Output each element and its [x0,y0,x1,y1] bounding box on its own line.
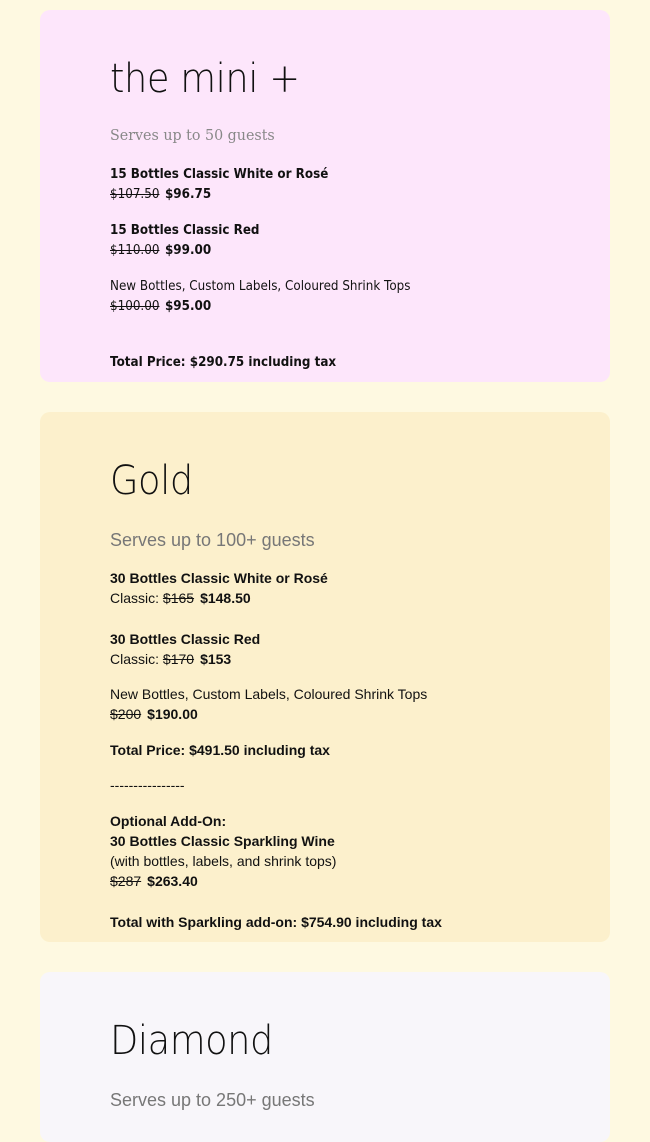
package-title: Gold [110,458,193,504]
item-pricing [110,241,260,261]
package-title: Diamond [110,1018,273,1064]
item-name: 30 Bottles Classic Red [110,631,261,647]
new-price: $190.00 [147,706,198,722]
item-pricing [110,588,328,608]
package-item [110,221,260,261]
item-pricing [110,185,328,205]
price-prefix: Classic: [110,590,160,606]
old-price: $170 [162,651,195,667]
item-name: New Bottles, Custom Labels, Coloured Shrink Tops [110,686,428,702]
price-prefix: Classic: [110,651,160,667]
package-card-gold [40,412,610,942]
serves-guests: Serves up to 250+ guests [110,1090,315,1110]
item-name: 15 Bottles Classic White or Rosé [110,167,329,182]
item-name: 30 Bottles Classic White or Rosé [110,570,328,586]
package-item [110,277,410,317]
package-item [110,568,328,608]
old-price: $107.50 [110,187,160,202]
package-title: the mini + [110,56,300,102]
addon-block [110,811,336,891]
item-pricing [110,704,427,724]
old-price: $165 [162,590,195,606]
new-price: $263.40 [147,873,198,889]
package-card-diamond [40,972,610,1142]
old-price: $100.00 [110,299,160,314]
addon-pricing [110,871,336,891]
addon-heading: Optional Add-On: [110,813,227,829]
total-price: Total Price: $491.50 including tax [110,742,330,758]
addon-name: 30 Bottles Classic Sparkling Wine [110,833,335,849]
old-price: $287 [110,873,142,889]
new-price: $96.75 [164,187,212,202]
serves-guests: Serves up to 100+ guests [110,530,315,550]
old-price: $200 [110,706,142,722]
old-price: $110.00 [110,243,160,258]
addon-note: (with bottles, labels, and shrink tops) [110,853,337,869]
package-card-mini [40,10,610,382]
item-name: New Bottles, Custom Labels, Coloured Shrink Tops [110,279,411,294]
addon-total-price: Total with Sparkling add-on: $754.90 including tax [110,914,442,930]
package-item [110,684,427,724]
serves-guests: Serves up to 50 guests [110,126,275,144]
total-price: Total Price: $290.75 including tax [110,355,337,370]
new-price: $148.50 [200,590,251,606]
divider: ---------------- [110,777,185,793]
new-price: $95.00 [164,299,212,314]
package-item [110,165,328,205]
item-pricing [110,297,410,317]
new-price: $99.00 [164,243,212,258]
item-pricing [110,649,260,669]
new-price: $153 [200,651,232,667]
package-item [110,629,260,669]
item-name: 15 Bottles Classic Red [110,223,260,238]
